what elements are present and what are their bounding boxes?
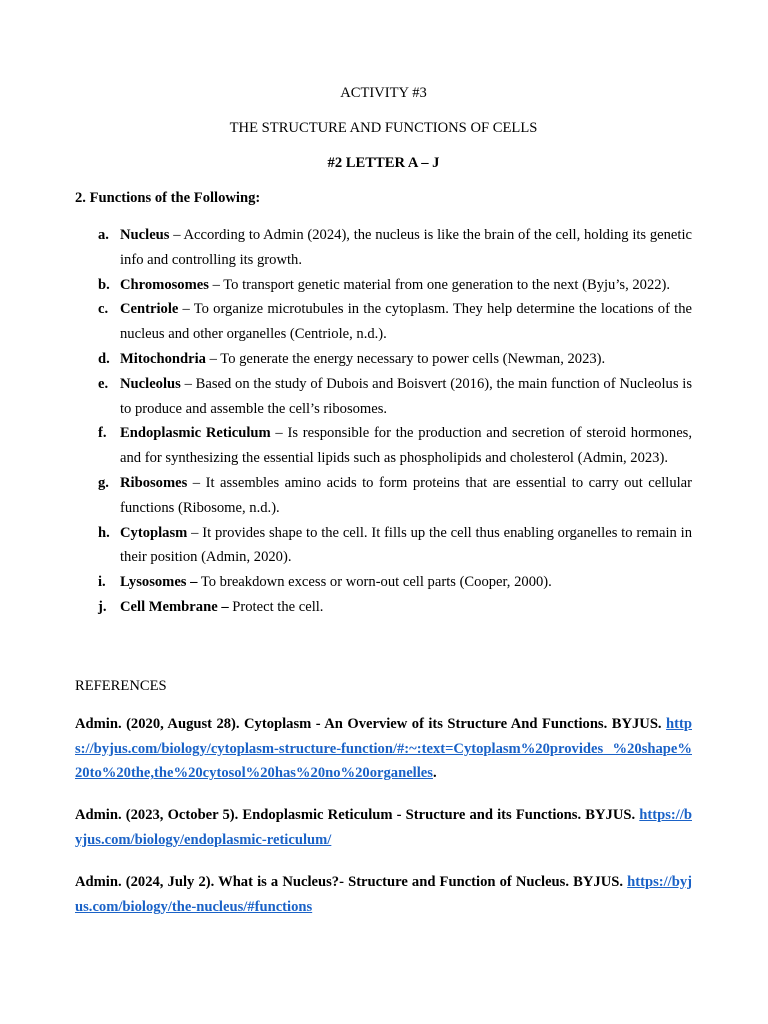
item-text: To breakdown excess or worn-out cell parts (Cooper, 2000). (200, 574, 552, 591)
reference-entry (75, 803, 692, 853)
list-item (75, 297, 692, 347)
list-item (75, 521, 692, 571)
list-marker: h. (98, 524, 110, 541)
item-text: To generate the energy necessary to power cells (Newman, 2023). (220, 350, 606, 367)
reference-link[interactable]: https://byjus.com/biology/cytoplasm-structure-function/#:~:text=Cytoplasm%20provides %20shape%20to%20the,the%20cytosol%20has%20no%20organelles (75, 715, 692, 782)
item-separator: – (187, 524, 203, 541)
list-item (75, 273, 692, 298)
document-title: THE STRUCTURE AND FUNCTIONS OF CELLS (229, 120, 538, 136)
item-text: To organize microtubules in the cytoplasm. They help determine the locations of the nucleus and other organelles (Centriole, n.d.). (120, 301, 692, 343)
item-text: According to Admin (2024), the nucleus is like the brain of the cell, holding its genetic info and controlling its growth. (120, 227, 692, 268)
section-heading: 2. Functions of the Following: (75, 190, 261, 206)
list-marker: c. (98, 301, 109, 318)
item-term: Nucleus (120, 227, 170, 243)
list-item (75, 421, 692, 471)
item-text: Protect the cell. (232, 598, 324, 615)
item-term: Endoplasmic Reticulum (120, 425, 271, 442)
reference-citation: Admin. (2023, October 5). Endoplasmic Reticulum - Structure and its Functions. BYJUS. (75, 807, 636, 824)
item-term: Lysosomes – (120, 574, 198, 591)
item-term: Centriole (120, 301, 179, 318)
list-marker: b. (98, 276, 110, 293)
list-marker: f. (98, 425, 107, 442)
item-separator: – (270, 425, 288, 442)
reference-entry (75, 870, 692, 920)
item-separator: – (208, 276, 224, 293)
list-marker: a. (98, 227, 109, 243)
item-text: It provides shape to the cell. It fills up the cell thus enabling organelles to remain in their position (Admin, 2020). (120, 524, 693, 566)
reference-end: . (432, 765, 437, 782)
item-term: Ribosomes (120, 474, 188, 491)
list-item (75, 471, 692, 521)
document-page (75, 84, 692, 919)
list-marker: i. (98, 574, 106, 591)
list-marker: g. (98, 474, 109, 491)
list-item (75, 570, 692, 595)
list-item (75, 372, 692, 422)
item-term: Mitochondria (120, 350, 206, 367)
item-term: Cell Membrane – (120, 598, 229, 615)
item-term: Cytoplasm (120, 524, 188, 541)
reference-link[interactable]: https://byjus.com/biology/the-nucleus/#functions (75, 873, 692, 915)
item-separator: – (205, 350, 221, 367)
reference-citation: Admin. (2024, July 2). What is a Nucleus?- Structure and Function of Nucleus. BYJUS. (75, 873, 623, 890)
item-separator: – (187, 474, 206, 491)
list-item (75, 347, 692, 372)
reference-entry (75, 712, 692, 786)
item-text: Based on the study of Dubois and Boisvert (2016), the main function of Nucleolus is to produce and assemble the cell’s ribosomes. (120, 375, 692, 417)
item-term: Nucleolus (120, 375, 181, 392)
list-item (75, 223, 692, 273)
item-text: It assembles amino acids to form proteins that are essential to carry out cellular functions (Ribosome, n.d.). (120, 474, 693, 516)
item-separator: – (178, 301, 194, 318)
document-subtitle: #2 LETTER A – J (327, 155, 440, 171)
item-text: To transport genetic material from one generation to the next (Byju’s, 2022). (223, 276, 671, 293)
list-marker: e. (98, 375, 109, 392)
item-text: Is responsible for the production and secretion of steroid hormones, and for synthesizing the essential lipids such as phospholipids and cholesterol (Admin, 2023). (120, 425, 692, 467)
item-term: Chromosomes (120, 276, 209, 293)
activity-title: ACTIVITY #3 (340, 85, 427, 101)
reference-link[interactable]: https://byjus.com/biology/endoplasmic-reticulum/ (75, 807, 692, 848)
list-marker: d. (98, 350, 110, 367)
reference-citation: Admin. (2020, August 28). Cytoplasm - An Overview of its Structure And Functions. BYJUS. (75, 715, 662, 732)
list-item (75, 595, 692, 620)
item-separator: – (180, 375, 196, 392)
item-separator: – (169, 227, 184, 243)
references-heading: REFERENCES (75, 677, 167, 694)
list-marker: j. (98, 598, 107, 615)
functions-list (75, 223, 692, 620)
